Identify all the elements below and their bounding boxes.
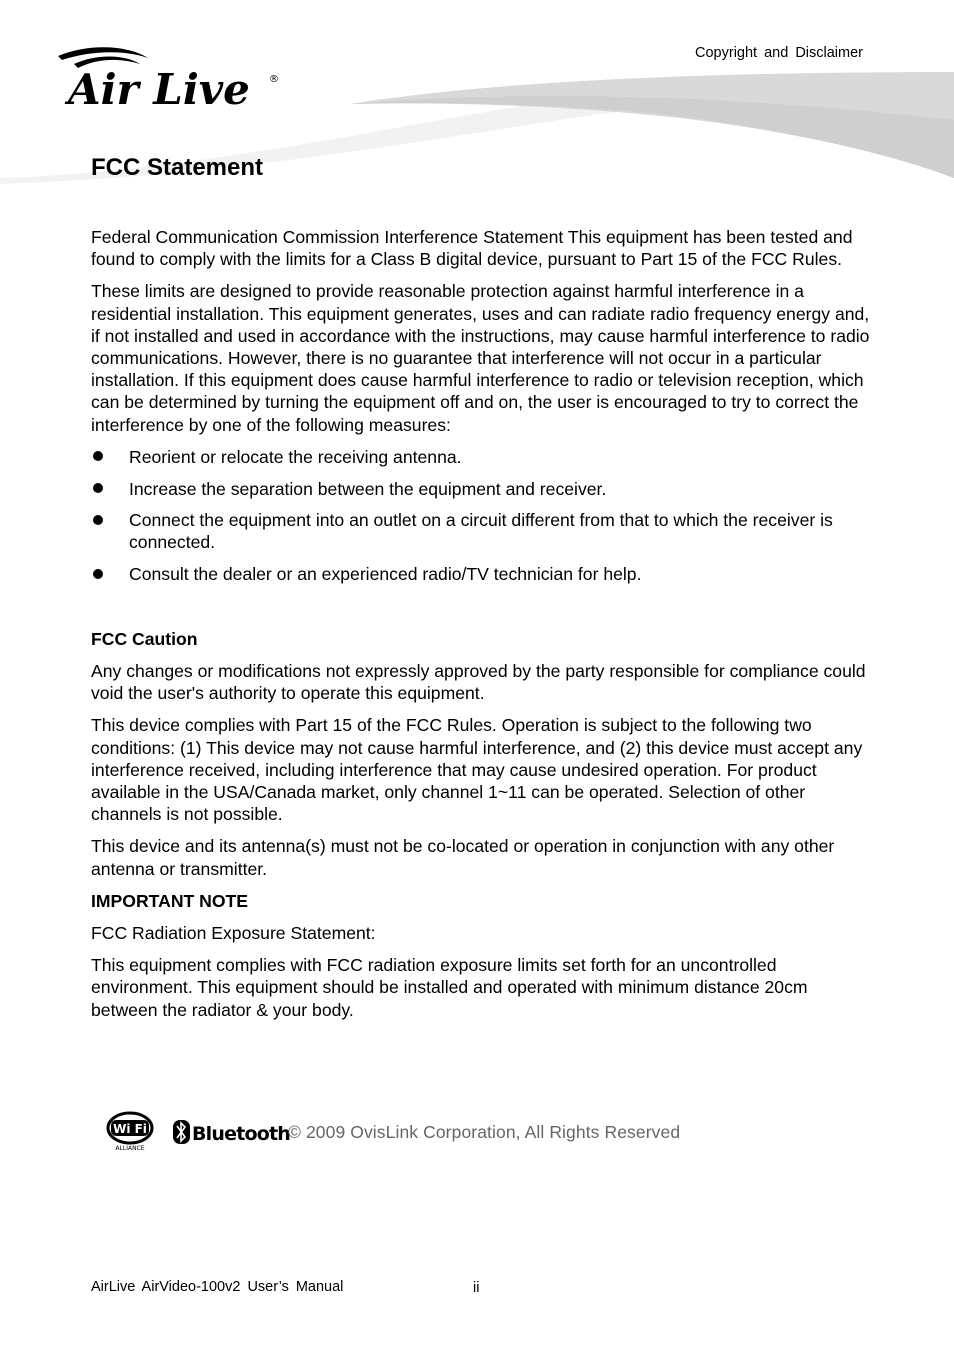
measures-list — [91, 446, 871, 586]
bullet-icon — [93, 515, 103, 525]
caution-paragraph: This device and its antenna(s) must not be co-located or operation in conjunction with any other antenna or transmitter. — [91, 836, 835, 879]
list-item — [91, 478, 871, 500]
document-body — [91, 226, 871, 1031]
list-item-text: Connect the equipment into an outlet on a circuit different from that to which the receiver is connected. — [129, 510, 833, 553]
wifi-alliance-logo — [108, 1113, 152, 1152]
caution-paragraph: Any changes or modifications not expressly approved by the party responsible for compliance could void the user's authority to operate this equipment. — [91, 661, 866, 704]
logo-wordmark: Air Live — [68, 65, 250, 110]
bullet-icon — [93, 451, 103, 461]
important-paragraph: FCC Radiation Exposure Statement: — [91, 923, 376, 944]
svg-text:Wi Fi: Wi Fi — [113, 1122, 147, 1136]
important-note-heading: IMPORTANT NOTE — [91, 890, 249, 911]
intro-paragraph: These limits are designed to provide reasonable protection against harmful interference in a residential installation. This equipment generates, uses and can radiate radio frequency energy and, if not installed and used in accordance with the instructions, may cause harmful interference to radio communications. However, there is no guarantee that interference will not occur in a particular installation. If this equipment does cause harmful interference to radio or television reception, which can be determined by turning the equipment off and on, the user is encouraged to try to correct the interference by one of the following measures: — [91, 281, 870, 435]
list-item — [91, 563, 871, 585]
airlive-logo — [56, 44, 286, 110]
logo-registered-mark: ® — [269, 74, 279, 85]
svg-text:ALLIANCE: ALLIANCE — [115, 1145, 145, 1152]
list-item-text: Increase the separation between the equipment and receiver. — [129, 478, 607, 499]
bluetooth-logo — [173, 1120, 290, 1145]
list-item-text: Consult the dealer or an experienced radio/TV technician for help. — [129, 564, 642, 585]
list-item — [91, 509, 871, 553]
bullet-icon — [93, 483, 103, 493]
intro-paragraph: Federal Communication Commission Interference Statement This equipment has been tested and found to comply with the limits for a Class B digital device, pursuant to Part 15 of the FCC Rules. — [91, 227, 853, 270]
page-title: FCC Statement — [91, 154, 264, 181]
list-item — [91, 446, 871, 468]
footer-copyright: © 2009 OvisLink Corporation, All Rights Reserved — [288, 1122, 681, 1142]
bullet-icon — [93, 569, 103, 579]
important-paragraph: This equipment complies with FCC radiation exposure limits set forth for an uncontrolled environment. This equipment should be installed and operated with minimum distance 20cm between the radiator & your body. — [91, 955, 808, 1020]
page-number: ii — [473, 1280, 480, 1296]
svg-text:Bluetooth: Bluetooth — [192, 1123, 291, 1145]
caution-paragraph: This device complies with Part 15 of the FCC Rules. Operation is subject to the following two conditions: (1) This device may not cause harmful interference, and (2) this device must accept any interference received, including interference that may cause undesired operation. For product available in the USA/Canada market, only channel 1~11 can be operated. Selection of other channels is not possible. — [91, 715, 863, 825]
list-item-text: Reorient or relocate the receiving antenna. — [129, 446, 462, 467]
footer-manual-title: AirLive AirVideo-100v2 User’s Manual — [91, 1279, 344, 1295]
header-section-label: Copyright and Disclaimer — [695, 45, 863, 61]
fcc-caution-heading: FCC Caution — [91, 628, 198, 649]
